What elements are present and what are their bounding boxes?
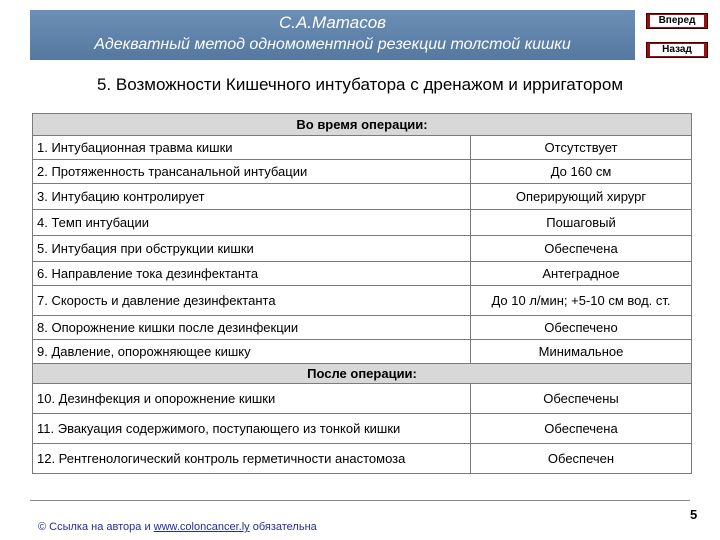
parameter-cell: 1. Интубационная травма кишки (33, 136, 471, 160)
table-row (33, 262, 692, 286)
table-section-row (33, 364, 692, 384)
copyright-suffix: обязательна (249, 521, 317, 533)
value-cell: Обеспечены (471, 384, 692, 414)
table-row (33, 210, 692, 236)
presentation-subtitle: Адекватный метод одномоментной резекции толстой кишки (94, 36, 571, 53)
table-row (33, 160, 692, 184)
header-banner (30, 10, 635, 60)
table-row (33, 184, 692, 210)
footer-divider (30, 500, 690, 501)
parameter-cell: 8. Опорожнение кишки после дезинфекции (33, 316, 471, 340)
value-cell: До 160 см (471, 160, 692, 184)
value-cell: Отсутствует (471, 136, 692, 160)
parameter-cell: 12. Рентгенологический контроль герметичности анастомоза (33, 444, 471, 474)
value-cell: Оперирующий хирург (471, 184, 692, 210)
table-row (33, 136, 692, 160)
table-row (33, 444, 692, 474)
parameter-cell: 9. Давление, опорожняющее кишку (33, 340, 471, 364)
value-cell: Антеградное (471, 262, 692, 286)
forward-button-label: Вперед (650, 15, 704, 27)
copyright-notice (38, 521, 317, 533)
slide-title: 5. Возможности Кишечного интубатора с дренажом и ирригатором (96, 75, 624, 94)
value-cell: До 10 л/мин; +5-10 см вод. ст. (471, 286, 692, 316)
value-cell: Минимальное (471, 340, 692, 364)
copyright-prefix: © Ссылка на автора и (38, 521, 154, 533)
section-header-during: Во время операции: (33, 114, 692, 136)
table-row (33, 236, 692, 262)
parameter-cell: 7. Скорость и давление дезинфектанта (33, 286, 471, 316)
section-header-after: После операции: (33, 364, 692, 384)
author-site-link[interactable]: www.coloncancer.ly (153, 521, 250, 533)
value-cell: Обеспечена (471, 236, 692, 262)
table-row (33, 340, 692, 364)
table-row (33, 384, 692, 414)
table-row (33, 286, 692, 316)
parameter-cell: 3. Интубацию контролирует (33, 184, 471, 210)
parameter-cell: 5. Интубация при обструкции кишки (33, 236, 471, 262)
page-number: 5 (690, 507, 698, 522)
capabilities-table (32, 113, 692, 474)
value-cell: Обеспечен (471, 444, 692, 474)
table-section-row (33, 114, 692, 136)
parameter-cell: 10. Дезинфекция и опорожнение кишки (33, 384, 471, 414)
forward-button[interactable] (646, 13, 708, 29)
value-cell: Обеспечена (471, 414, 692, 444)
back-button[interactable] (646, 42, 708, 58)
parameter-cell: 11. Эвакуация содержимого, поступающего из тонкой кишки (33, 414, 471, 444)
author-name: С.А.Матасов (278, 13, 387, 32)
table-row (33, 316, 692, 340)
parameter-cell: 6. Направление тока дезинфектанта (33, 262, 471, 286)
value-cell: Обеспечено (471, 316, 692, 340)
parameter-cell: 4. Темп интубации (33, 210, 471, 236)
back-button-label: Назад (650, 44, 704, 56)
parameter-cell: 2. Протяженность трансанальной интубации (33, 160, 471, 184)
table-row (33, 414, 692, 444)
value-cell: Пошаговый (471, 210, 692, 236)
